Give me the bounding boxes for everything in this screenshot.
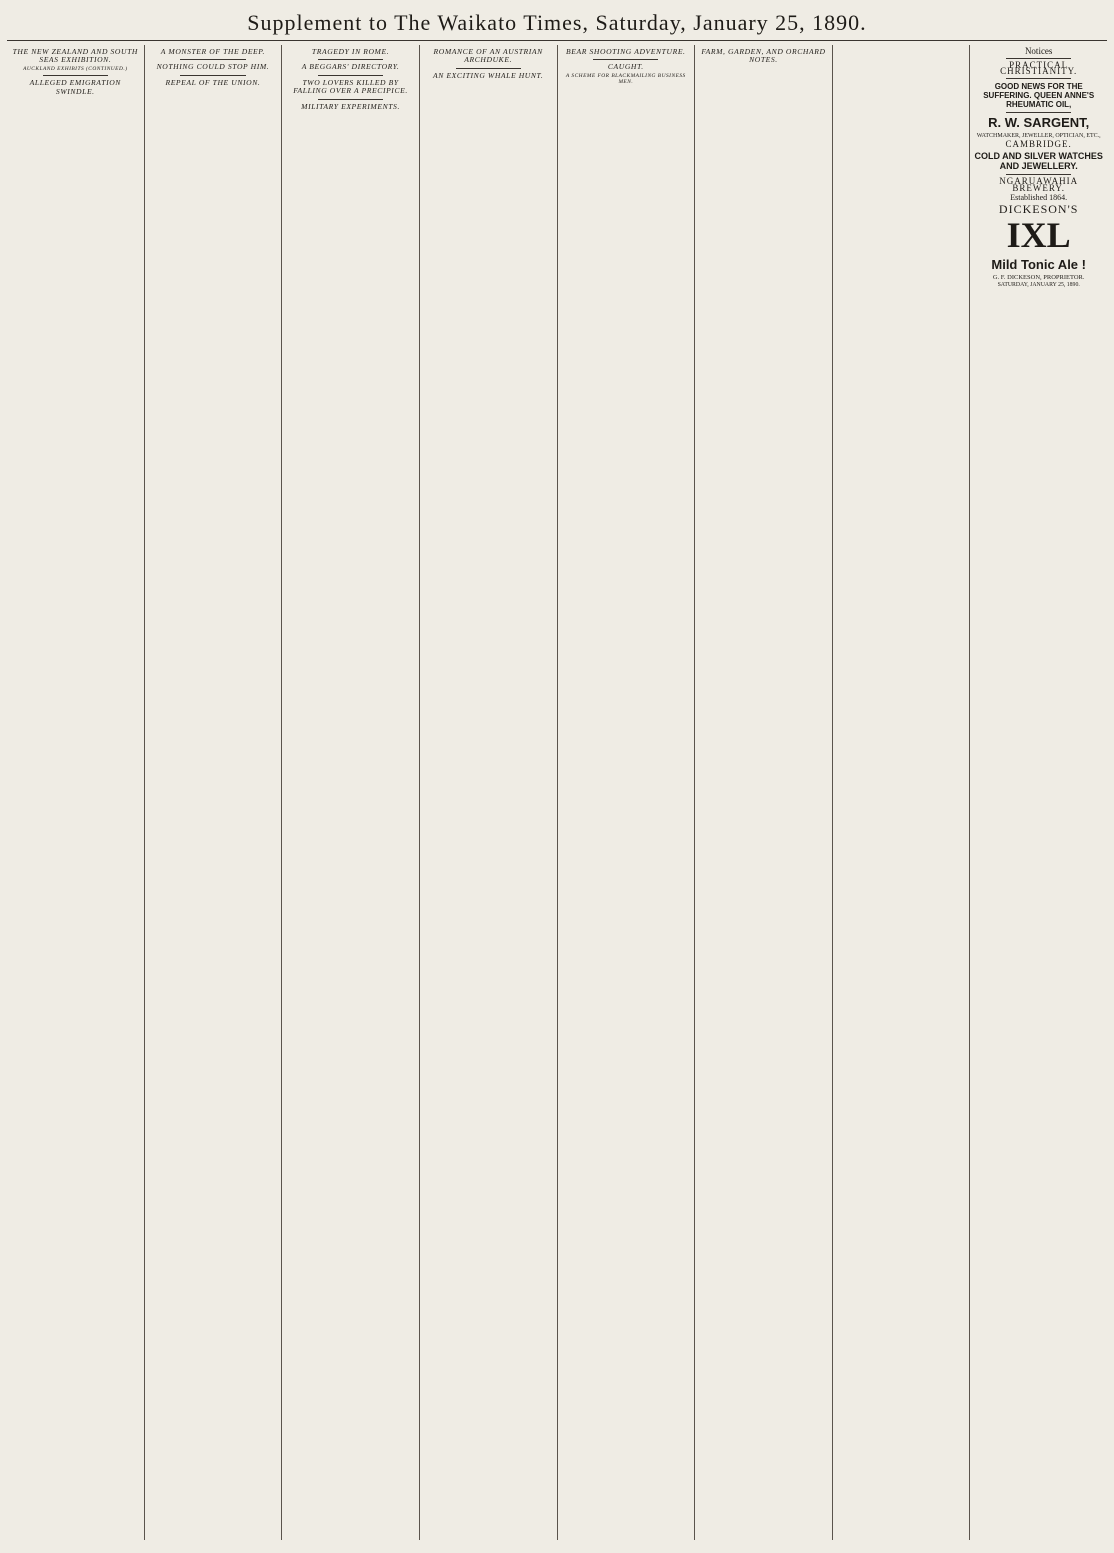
column-4 bbox=[419, 45, 557, 1540]
ad-practical-christianity: PRACTICAL CHRISTIANITY. bbox=[1000, 59, 1078, 77]
ad-sargent-place: CAMBRIDGE. bbox=[1005, 139, 1072, 150]
column-8-advertisements bbox=[969, 45, 1107, 1540]
ad-brewery-established: Established 1864. bbox=[1010, 193, 1068, 203]
article-heading: ROMANCE OF AN AUSTRIAN ARCHDUKE. bbox=[433, 47, 543, 65]
columns bbox=[7, 45, 1107, 1540]
ad-dickeson-proprietor: G. F. DICKESON, PROPRIETOR. bbox=[992, 274, 1085, 282]
divider bbox=[180, 59, 245, 60]
column-7 bbox=[832, 45, 970, 1540]
ad-sargent-goods: COLD AND SILVER WATCHES AND JEWELLERY. bbox=[974, 150, 1103, 171]
column-3 bbox=[281, 45, 419, 1540]
article-heading: ALLEGED EMIGRATION SWINDLE. bbox=[29, 78, 121, 96]
article-heading: THE NEW ZEALAND AND SOUTH SEAS EXHIBITION. bbox=[12, 47, 139, 65]
divider bbox=[318, 75, 383, 76]
column-1 bbox=[7, 45, 144, 1540]
article-heading: A BEGGARS' DIRECTORY. bbox=[301, 62, 400, 72]
newspaper-page bbox=[7, 4, 1107, 1544]
article-heading: TRAGEDY IN ROME. bbox=[311, 47, 390, 56]
divider bbox=[318, 99, 383, 100]
ad-sargent-name: R. W. SARGENT, bbox=[988, 114, 1090, 130]
article-heading: MILITARY EXPERIMENTS. bbox=[301, 101, 400, 111]
divider bbox=[1006, 78, 1071, 79]
article-heading: NOTHING COULD STOP HIM. bbox=[156, 62, 270, 72]
article-heading: A MONSTER OF THE DEEP. bbox=[160, 47, 266, 56]
article-heading: AN EXCITING WHALE HUNT. bbox=[433, 70, 544, 80]
divider bbox=[1006, 174, 1071, 175]
ad-ixl-subtitle: Mild Tonic Ale ! bbox=[991, 257, 1086, 273]
divider bbox=[593, 59, 658, 60]
divider bbox=[1006, 112, 1071, 113]
article-subheading: AUCKLAND EXHIBITS (CONTINUED.) bbox=[23, 65, 128, 72]
article-heading: TWO LOVERS KILLED BY FALLING OVER A PRECIPICE. bbox=[293, 77, 408, 96]
divider bbox=[180, 75, 245, 76]
ad-dickesons-name: DICKESON'S bbox=[998, 201, 1079, 216]
article-heading: BEAR SHOOTING ADVENTURE. bbox=[566, 47, 686, 56]
divider bbox=[456, 68, 521, 69]
article-heading: FARM, GARDEN, AND ORCHARD NOTES. bbox=[701, 47, 826, 65]
divider bbox=[318, 59, 383, 60]
ad-sargent-trade: WATCHMAKER, JEWELLER, OPTICIAN, ETC., bbox=[976, 132, 1101, 139]
imprint-date: SATURDAY, JANUARY 25, 1890. bbox=[997, 281, 1080, 288]
notices-heading: Notices bbox=[1024, 46, 1053, 56]
ad-queen-annes-oil: GOOD NEWS FOR THE SUFFERING. QUEEN ANNE'S RHEUMATIC OIL, bbox=[983, 81, 1095, 109]
article-heading: REPEAL OF THE UNION. bbox=[165, 77, 261, 87]
divider bbox=[43, 75, 108, 76]
ad-ixl-title: IXL bbox=[1006, 215, 1071, 256]
column-6 bbox=[694, 45, 832, 1540]
ad-brewery-name: NGARUAWAHIA BREWERY. bbox=[999, 175, 1079, 193]
column-5 bbox=[557, 45, 695, 1540]
article-heading: CAUGHT. bbox=[607, 62, 644, 72]
article-subheading: A SCHEME FOR BLACKMAILING BUSINESS MEN. bbox=[565, 72, 686, 86]
masthead: Supplement to The Waikato Times, Saturday, January 25, 1890. bbox=[7, 4, 1107, 41]
divider bbox=[1006, 58, 1071, 59]
column-2 bbox=[144, 45, 282, 1540]
